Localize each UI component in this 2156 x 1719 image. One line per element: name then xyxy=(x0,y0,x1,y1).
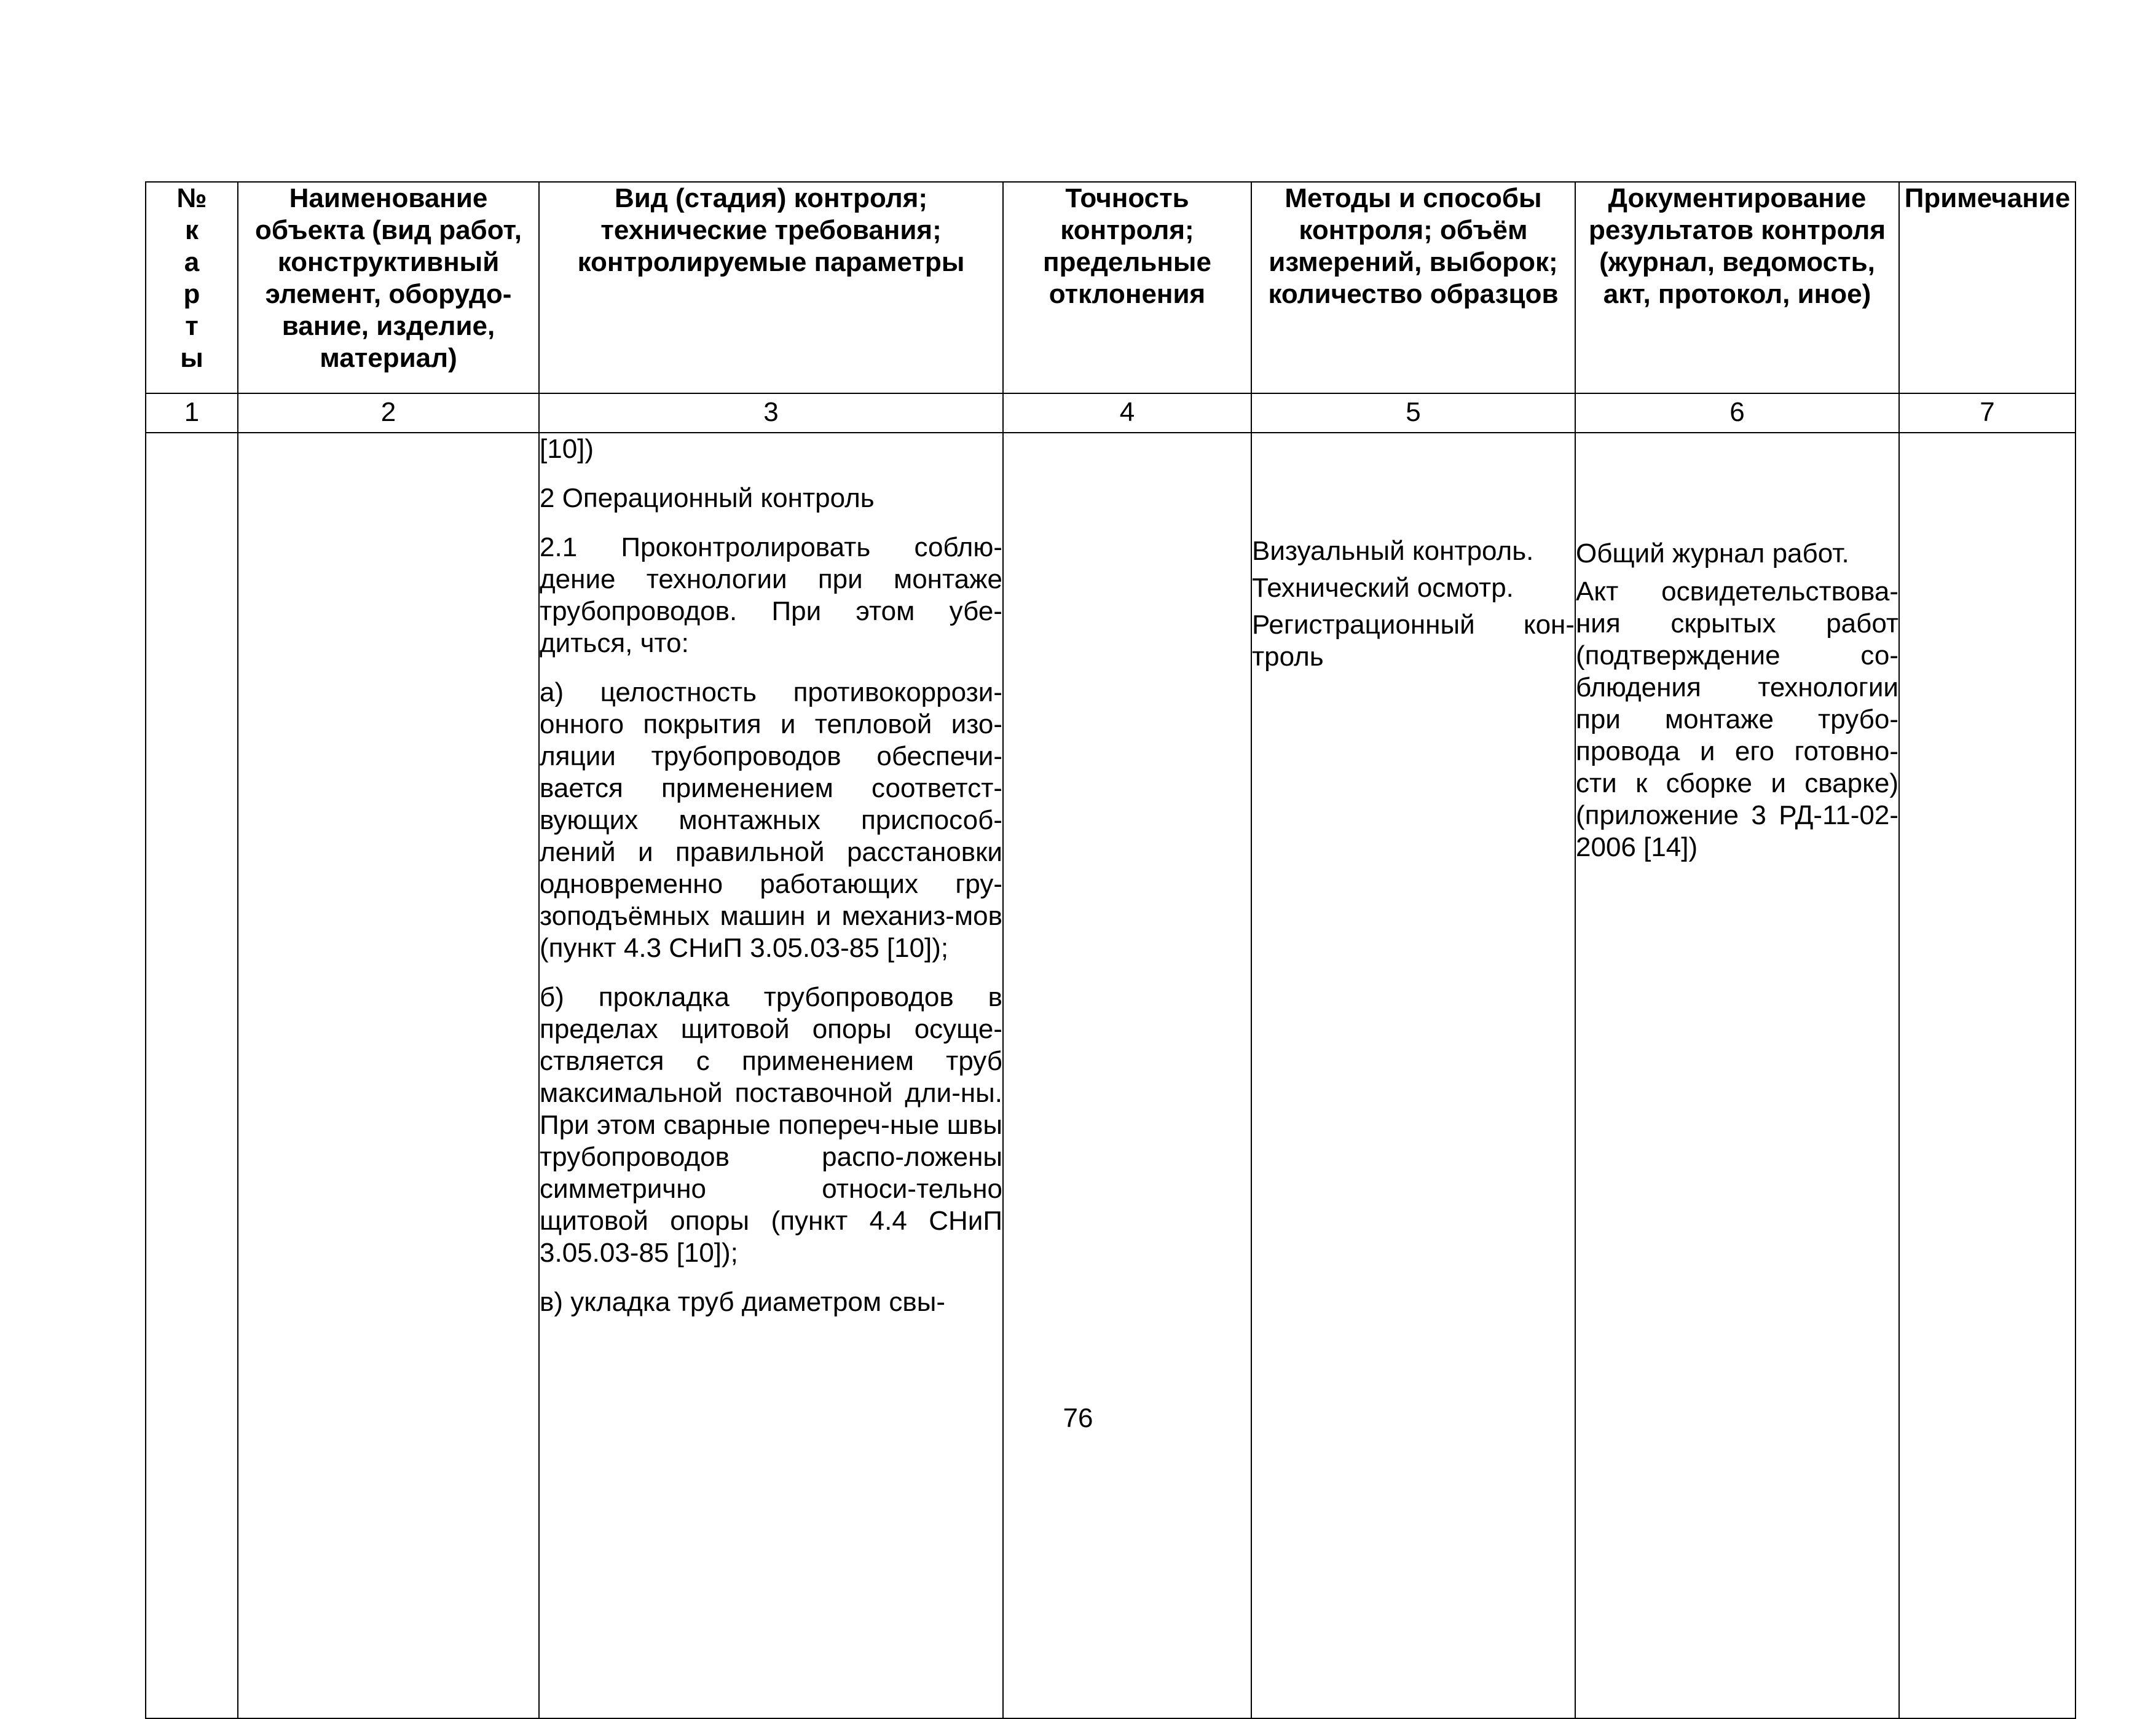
column-number: 3 xyxy=(539,393,1003,433)
paragraph-item-b: б) прокладка трубопроводов в пределах щитовой опоры осуще-ствляется с применением труб максимальной поставочной дли-ны. При этом сварные попереч-ные швы трубопроводов распо-ложены симметрично относи-тельно щитовой опоры (пункт 4.4 СНиП 3.05.03-85 [10]); xyxy=(540,982,1002,1268)
cell-control-requirements xyxy=(539,433,1003,1718)
header-documentation: Документирование результатов контроля (журнал, ведомость, акт, протокол, иное) xyxy=(1575,182,1899,393)
cell-documentation xyxy=(1575,433,1899,1718)
paragraph-ref-tail: [10]) xyxy=(540,434,594,464)
method-inspection: Технический осмотр. xyxy=(1252,573,1514,603)
header-control-type: Вид (стадия) контроля; технические требования; контролируемые параметры xyxy=(539,182,1003,393)
doc-hidden-works-act: Акт освидетельствова-ния скрытых работ (подтверждение со-блюдения технологии при монтаже трубо-провода и его готовно-сти к сборке и сварке) (приложение 3 РД-11-02-2006 [14]) xyxy=(1576,576,1898,862)
cell-object-name xyxy=(238,433,539,1718)
column-number: 4 xyxy=(1003,393,1251,433)
paragraph-2-1: 2.1 Проконтролировать соблю-дение технологии при монтаже трубопроводов. При этом убе-диться, что: xyxy=(540,532,1002,658)
paragraph-item-a: а) целостность противокоррози-онного покрытия и тепловой изо-ляции трубопроводов обеспечи-вается применением соответст-вующих монтажных приспособ-лений и правильной расстановки одновременно работающих гру-зоподъёмных машин и механиз-мов (пункт 4.3 СНиП 3.05.03-85 [10]); xyxy=(540,677,1002,963)
cell-accuracy xyxy=(1003,433,1251,1718)
header-methods: Методы и способы контроля; объём измерений, выборок; количество образцов xyxy=(1251,182,1575,393)
page-number: 76 xyxy=(1063,1403,1093,1433)
header-row xyxy=(146,182,2075,393)
header-card-number-text: № к а р т ы xyxy=(176,183,207,373)
column-number: 5 xyxy=(1251,393,1575,433)
column-number: 2 xyxy=(238,393,539,433)
cell-note xyxy=(1899,433,2075,1718)
cell-methods xyxy=(1251,433,1575,1718)
content-row xyxy=(146,433,2075,1718)
cell-card-number xyxy=(146,433,238,1718)
header-card-number xyxy=(146,182,238,393)
column-number-row xyxy=(146,393,2075,433)
method-visual: Визуальный контроль. xyxy=(1252,536,1534,566)
paragraph-operational-control: 2 Операционный контроль xyxy=(540,483,875,513)
paragraph-item-c: в) укладка труб диаметром свы- xyxy=(540,1287,945,1317)
column-number: 1 xyxy=(146,393,238,433)
column-number: 7 xyxy=(1899,393,2075,433)
method-registration: Регистрационный кон-троль xyxy=(1252,610,1575,672)
header-object-name: Наименование объекта (вид работ, конструктивный элемент, оборудо-вание, изделие, материал) xyxy=(238,182,539,393)
doc-general-journal: Общий журнал работ. xyxy=(1576,538,1849,568)
header-accuracy: Точность контроля; предельные отклонения xyxy=(1003,182,1251,393)
document-table xyxy=(145,181,2076,1719)
column-number: 6 xyxy=(1575,393,1899,433)
header-note: Примечание xyxy=(1899,182,2075,393)
